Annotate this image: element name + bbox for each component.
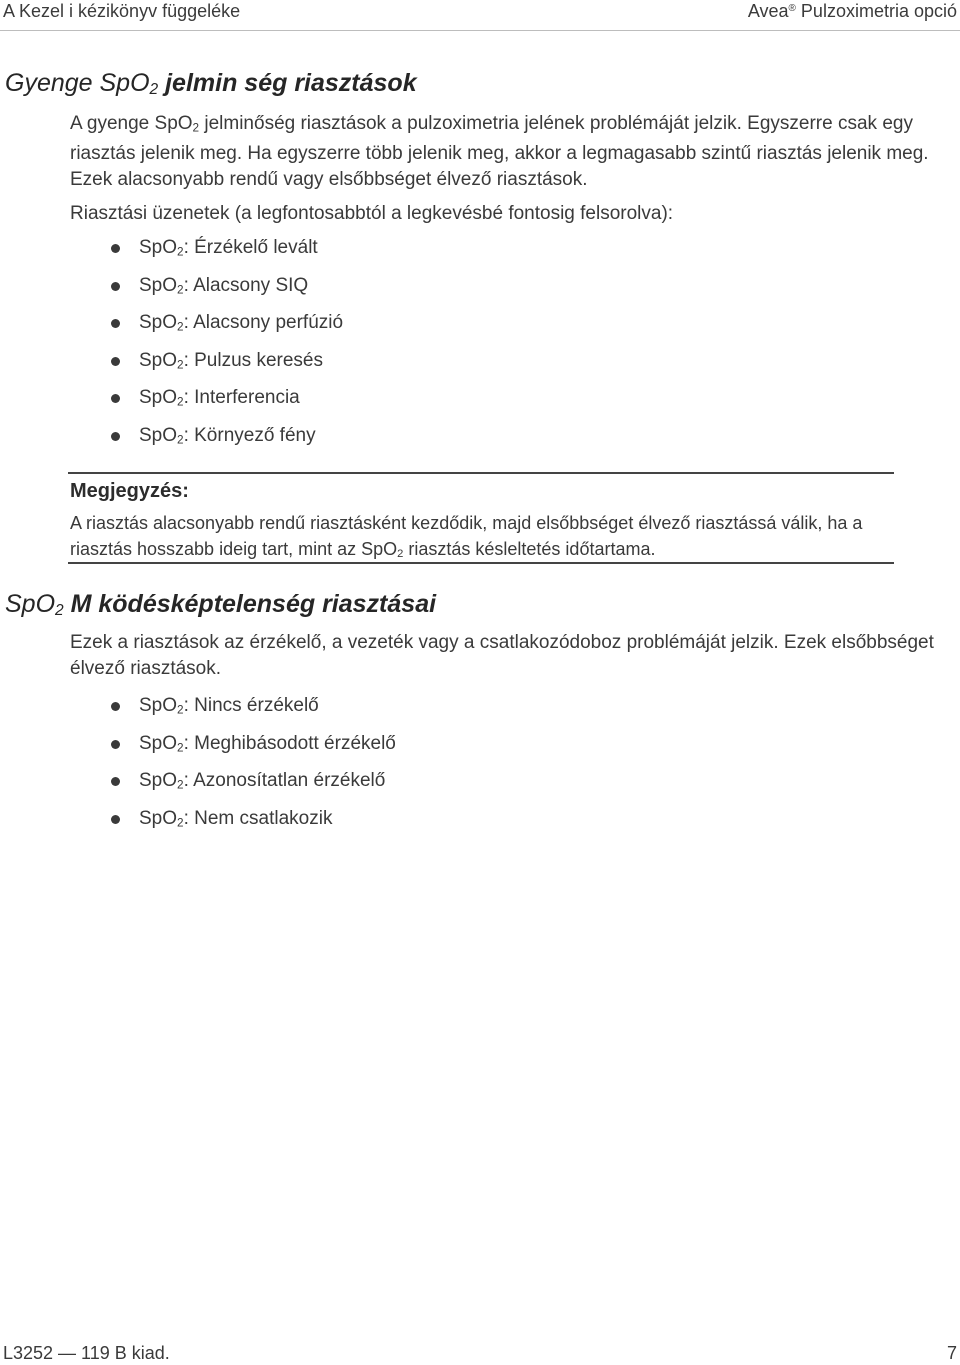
item-prefix: SpO [139, 274, 178, 296]
list-item [108, 423, 343, 461]
item-prefix: SpO [139, 732, 178, 754]
item-text: : Érzékelő levált [183, 237, 318, 258]
item-subscript: 2 [177, 245, 184, 259]
list-item [108, 731, 396, 769]
item-text: : Pulzus keresés [183, 349, 323, 371]
item-subscript: 2 [177, 740, 184, 754]
item-subscript: 2 [177, 395, 184, 409]
bullet-icon [111, 815, 120, 824]
intro-paragraph [70, 111, 950, 193]
header-right-text: Pulzoximetria opció [795, 1, 957, 21]
bullet-icon [111, 740, 120, 749]
section-title-weak-signal [5, 69, 417, 99]
footer-document-id: L3252 — 119 B kiad. [3, 1343, 170, 1363]
alarm-message-list [108, 235, 343, 461]
list-item [108, 348, 343, 386]
item-text: : Interferencia [183, 387, 300, 409]
bullet-icon [111, 702, 120, 711]
running-header-right [748, 1, 957, 22]
note-text-start: A riasztás alacsonyabb rendű riasztásként kezdődik, majd elsőbbséget élvező riasztássá válik, ha a riasztás hosszabb ideig tart, mint az SpO [70, 513, 863, 559]
item-prefix: SpO [139, 770, 178, 792]
note-text [70, 510, 900, 567]
alarm-messages-intro: Riasztási üzenetek (a legfontosabbtól a legkevésbé fontosig felsorolva): [70, 203, 674, 224]
title-suffix: jelmin ség riasztások [158, 69, 417, 97]
brand-name: Avea [747, 1, 789, 21]
item-subscript: 2 [177, 358, 184, 372]
bullet-icon [111, 357, 120, 366]
title-prefix: SpO [5, 590, 56, 618]
note-heading: Megjegyzés: [70, 480, 189, 502]
list-item [108, 806, 396, 844]
malfunction-paragraph: Ezek a riasztások az érzékelő, a vezeték vagy a csatlakozódoboz problémáját jelzik. Ezek elsőbbséget élvező riasztások. [70, 632, 934, 679]
registered-mark: ® [788, 3, 796, 14]
item-text: : Nincs érzékelő [183, 695, 319, 716]
item-subscript: 2 [177, 433, 184, 447]
list-item [108, 235, 343, 273]
item-text: : Környező fény [183, 424, 316, 446]
item-subscript: 2 [177, 703, 184, 717]
item-prefix: SpO [139, 349, 178, 371]
list-item [108, 310, 343, 348]
intro-text-start: A gyenge SpO [70, 113, 193, 134]
title-suffix: M ködésképtelenség riasztásai [63, 590, 437, 618]
bullet-icon [111, 777, 120, 786]
item-prefix: SpO [139, 237, 178, 258]
malfunction-alarm-list [108, 693, 396, 843]
list-item [108, 273, 343, 311]
running-header-left: A Kezel i kézikönyv függeléke [3, 1, 241, 21]
item-prefix: SpO [139, 312, 178, 334]
intro-subscript: 2 [192, 121, 200, 135]
item-text: : Alacsony perfúzió [183, 312, 344, 334]
note-bottom-rule [68, 562, 894, 564]
item-text: : Alacsony SIQ [183, 274, 309, 296]
title-prefix: Gyenge SpO [5, 69, 150, 97]
item-text: : Nem csatlakozik [183, 807, 333, 829]
item-prefix: SpO [139, 807, 178, 829]
bullet-icon [111, 282, 120, 291]
note-subscript: 2 [397, 548, 404, 561]
section-title-malfunction [5, 590, 436, 620]
list-item [108, 768, 396, 806]
bullet-icon [111, 319, 120, 328]
item-text: : Meghibásodott érzékelő [183, 732, 396, 754]
item-subscript: 2 [177, 778, 184, 792]
list-item [108, 385, 343, 423]
intro-text-end: jelminőség riasztások a pulzoximetria jelének problémáját jelzik. Egyszerre csak egy riasztás jelenik meg. Ha egyszerre több jelenik meg, akkor a legmagasabb szintű riasztás jelenik meg. Ezek alacsonyabb rendű vagy elsőbbséget élvező riasztások. [70, 113, 929, 191]
item-prefix: SpO [139, 695, 178, 716]
item-prefix: SpO [139, 387, 178, 409]
bullet-icon [111, 432, 120, 441]
item-prefix: SpO [139, 424, 178, 446]
title-subscript: 2 [55, 602, 64, 620]
note-text-end: riasztás késleltetés időtartama. [403, 539, 656, 559]
page-number: 7 [946, 1343, 957, 1363]
item-subscript: 2 [177, 282, 184, 296]
item-subscript: 2 [177, 816, 184, 830]
list-item [108, 693, 396, 731]
bullet-icon [111, 394, 120, 403]
item-subscript: 2 [177, 320, 184, 334]
note-top-rule [68, 472, 894, 474]
item-text: : Azonosítatlan érzékelő [183, 770, 386, 792]
header-divider [0, 30, 960, 31]
bullet-icon [111, 244, 120, 253]
title-subscript: 2 [149, 81, 159, 99]
